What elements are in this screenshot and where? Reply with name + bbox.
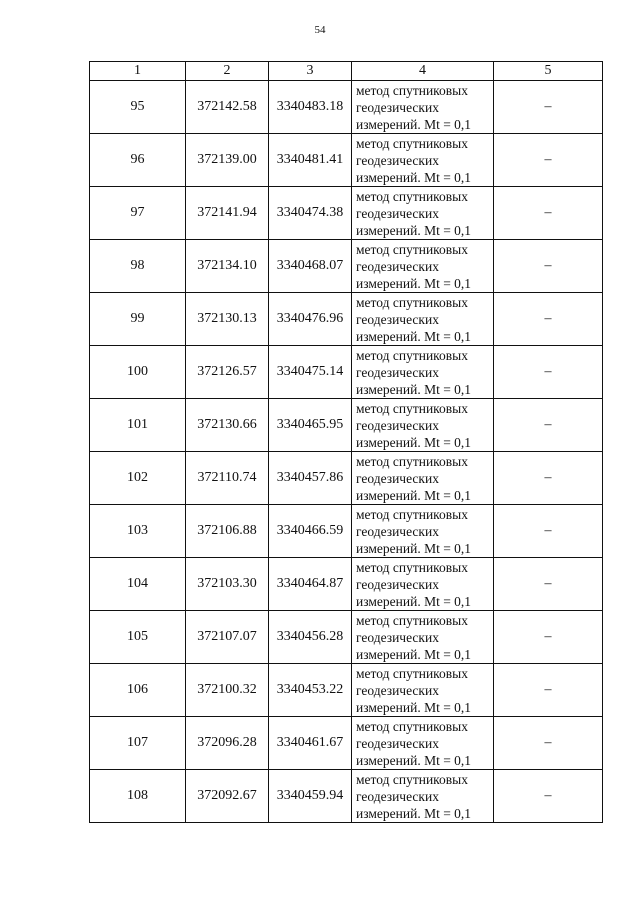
method-line: измерений. Mt = 0,1 — [356, 646, 472, 662]
method-line: геодезических — [356, 364, 439, 380]
method-line: метод спутниковых — [356, 771, 468, 787]
table-row — [90, 770, 603, 823]
table-row — [90, 293, 603, 346]
note-cell: – — [494, 346, 603, 399]
note-cell: – — [494, 187, 603, 240]
table-row — [90, 452, 603, 505]
note-cell: – — [494, 293, 603, 346]
point-number-cell: 104 — [90, 558, 186, 611]
note-cell: – — [494, 240, 603, 293]
method-line: геодезических — [356, 629, 439, 645]
x-coordinate-cell: 372106.88 — [186, 505, 269, 558]
method-line: измерений. Mt = 0,1 — [356, 222, 472, 238]
x-coordinate-cell: 372103.30 — [186, 558, 269, 611]
note-cell: – — [494, 134, 603, 187]
method-cell — [352, 664, 494, 717]
y-coordinate-cell: 3340466.59 — [269, 505, 352, 558]
method-line: измерений. Mt = 0,1 — [356, 434, 472, 450]
method-cell — [352, 770, 494, 823]
table-row — [90, 558, 603, 611]
y-coordinate-cell: 3340483.18 — [269, 81, 352, 134]
method-cell — [352, 293, 494, 346]
method-line: метод спутниковых — [356, 241, 468, 257]
method-line: метод спутниковых — [356, 718, 468, 734]
y-coordinate-cell: 3340475.14 — [269, 346, 352, 399]
method-line: метод спутниковых — [356, 559, 468, 575]
method-cell — [352, 240, 494, 293]
table-row — [90, 664, 603, 717]
y-coordinate-cell: 3340476.96 — [269, 293, 352, 346]
point-number-cell: 102 — [90, 452, 186, 505]
x-coordinate-cell: 372134.10 — [186, 240, 269, 293]
method-cell — [352, 505, 494, 558]
method-line: геодезических — [356, 682, 439, 698]
note-cell: – — [494, 81, 603, 134]
method-cell — [352, 717, 494, 770]
table-row — [90, 717, 603, 770]
y-coordinate-cell: 3340465.95 — [269, 399, 352, 452]
method-line: метод спутниковых — [356, 82, 468, 98]
note-cell: – — [494, 558, 603, 611]
method-line: геодезических — [356, 152, 439, 168]
y-coordinate-cell: 3340481.41 — [269, 134, 352, 187]
table-row — [90, 399, 603, 452]
y-coordinate-cell: 3340468.07 — [269, 240, 352, 293]
method-line: метод спутниковых — [356, 612, 468, 628]
point-number-cell: 108 — [90, 770, 186, 823]
method-line: метод спутниковых — [356, 294, 468, 310]
note-cell: – — [494, 452, 603, 505]
method-line: измерений. Mt = 0,1 — [356, 169, 472, 185]
x-coordinate-cell: 372142.58 — [186, 81, 269, 134]
point-number-cell: 96 — [90, 134, 186, 187]
x-coordinate-cell: 372130.13 — [186, 293, 269, 346]
method-cell — [352, 346, 494, 399]
method-line: метод спутниковых — [356, 347, 468, 363]
x-coordinate-cell: 372130.66 — [186, 399, 269, 452]
method-line: измерений. Mt = 0,1 — [356, 275, 472, 291]
table-row — [90, 81, 603, 134]
method-line: геодезических — [356, 576, 439, 592]
method-line: измерений. Mt = 0,1 — [356, 540, 472, 556]
table-row — [90, 134, 603, 187]
note-cell: – — [494, 717, 603, 770]
point-number-cell: 107 — [90, 717, 186, 770]
y-coordinate-cell: 3340474.38 — [269, 187, 352, 240]
table-row — [90, 240, 603, 293]
method-line: геодезических — [356, 523, 439, 539]
method-line: геодезических — [356, 205, 439, 221]
method-line: метод спутниковых — [356, 400, 468, 416]
method-line: геодезических — [356, 470, 439, 486]
point-number-cell: 101 — [90, 399, 186, 452]
x-coordinate-cell: 372100.32 — [186, 664, 269, 717]
method-cell — [352, 611, 494, 664]
method-line: измерений. Mt = 0,1 — [356, 805, 472, 821]
method-line: метод спутниковых — [356, 665, 468, 681]
method-line: измерений. Mt = 0,1 — [356, 752, 472, 768]
note-cell: – — [494, 770, 603, 823]
method-line: геодезических — [356, 417, 439, 433]
method-cell — [352, 81, 494, 134]
method-line: метод спутниковых — [356, 506, 468, 522]
method-line: измерений. Mt = 0,1 — [356, 593, 472, 609]
point-number-cell: 97 — [90, 187, 186, 240]
x-coordinate-cell: 372126.57 — [186, 346, 269, 399]
method-line: метод спутниковых — [356, 453, 468, 469]
method-line: геодезических — [356, 258, 439, 274]
table-row — [90, 505, 603, 558]
column-header-2: 2 — [186, 62, 269, 81]
note-cell: – — [494, 664, 603, 717]
note-cell: – — [494, 505, 603, 558]
column-header-1: 1 — [90, 62, 186, 81]
point-number-cell: 100 — [90, 346, 186, 399]
method-cell — [352, 558, 494, 611]
x-coordinate-cell: 372092.67 — [186, 770, 269, 823]
x-coordinate-cell: 372110.74 — [186, 452, 269, 505]
method-cell — [352, 187, 494, 240]
point-number-cell: 98 — [90, 240, 186, 293]
y-coordinate-cell: 3340453.22 — [269, 664, 352, 717]
y-coordinate-cell: 3340459.94 — [269, 770, 352, 823]
x-coordinate-cell: 372139.00 — [186, 134, 269, 187]
y-coordinate-cell: 3340456.28 — [269, 611, 352, 664]
y-coordinate-cell: 3340457.86 — [269, 452, 352, 505]
table-row — [90, 187, 603, 240]
column-header-3: 3 — [269, 62, 352, 81]
note-cell: – — [494, 611, 603, 664]
method-line: геодезических — [356, 735, 439, 751]
method-cell — [352, 452, 494, 505]
method-line: геодезических — [356, 788, 439, 804]
note-cell: – — [494, 399, 603, 452]
method-cell — [352, 399, 494, 452]
y-coordinate-cell: 3340464.87 — [269, 558, 352, 611]
method-line: измерений. Mt = 0,1 — [356, 381, 472, 397]
coordinates-table — [89, 61, 603, 823]
point-number-cell: 103 — [90, 505, 186, 558]
x-coordinate-cell: 372107.07 — [186, 611, 269, 664]
method-line: метод спутниковых — [356, 188, 468, 204]
point-number-cell: 99 — [90, 293, 186, 346]
method-line: измерений. Mt = 0,1 — [356, 116, 472, 132]
column-header-4: 4 — [352, 62, 494, 81]
table-body — [90, 81, 603, 823]
column-header-5: 5 — [494, 62, 603, 81]
table-row — [90, 611, 603, 664]
method-line: геодезических — [356, 99, 439, 115]
method-cell — [352, 134, 494, 187]
table-row — [90, 346, 603, 399]
method-line: метод спутниковых — [356, 135, 468, 151]
point-number-cell: 105 — [90, 611, 186, 664]
table-header-row — [90, 62, 603, 81]
y-coordinate-cell: 3340461.67 — [269, 717, 352, 770]
method-line: измерений. Mt = 0,1 — [356, 699, 472, 715]
method-line: геодезических — [356, 311, 439, 327]
page-number: 54 — [314, 24, 326, 36]
x-coordinate-cell: 372141.94 — [186, 187, 269, 240]
point-number-cell: 106 — [90, 664, 186, 717]
method-line: измерений. Mt = 0,1 — [356, 487, 472, 503]
point-number-cell: 95 — [90, 81, 186, 134]
method-line: измерений. Mt = 0,1 — [356, 328, 472, 344]
x-coordinate-cell: 372096.28 — [186, 717, 269, 770]
